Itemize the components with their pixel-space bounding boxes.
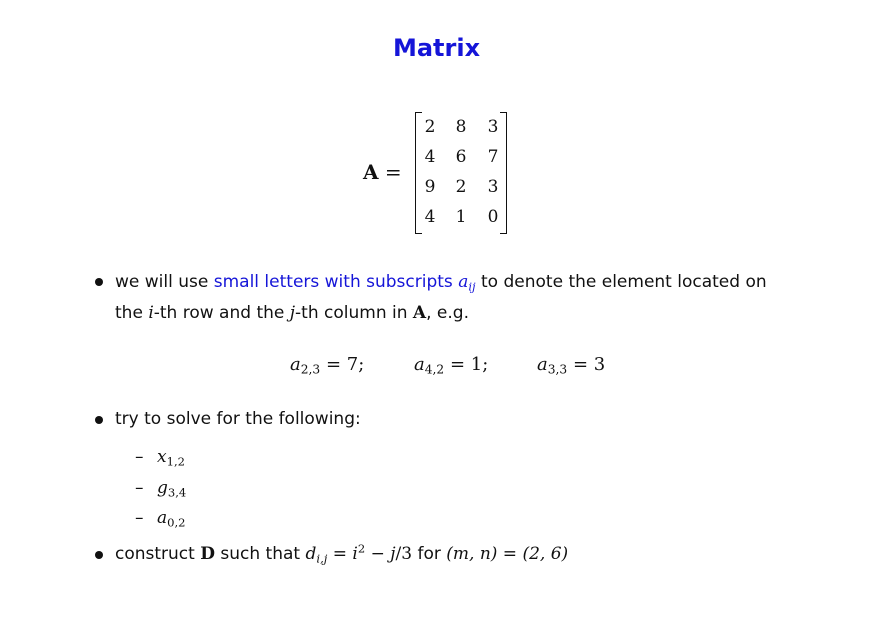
matrix-cell: 2 [424, 117, 436, 137]
matrix-d-symbol: D [200, 544, 215, 564]
sub-item-sub: 1,2 [166, 454, 185, 469]
formula-divisor: /3 [395, 544, 413, 564]
bullet-1-highlight-text: small letters with subscripts [213, 272, 453, 292]
matrix-a [415, 112, 507, 232]
matrix-cell: 6 [455, 147, 467, 167]
bullet-2-text: try to solve for the following: [115, 409, 361, 429]
formula-i: i [352, 544, 358, 564]
example-rhs: = 1; [449, 354, 489, 375]
element-symbol-var: a [458, 272, 469, 292]
sub-item-dash: – [135, 447, 144, 467]
matrix-cell: 9 [424, 177, 436, 197]
bullet-1-line-1 [115, 267, 767, 298]
bullet-1-eg: , e.g. [426, 303, 469, 323]
dimension-tuple: (m, n) = (2, 6) [446, 544, 569, 564]
matrix-row [415, 202, 507, 232]
sub-item-var: x [157, 447, 167, 467]
matrix-equals: = [384, 160, 402, 184]
bullet-1-column-text: -th column in [295, 303, 408, 323]
example-equation [414, 354, 488, 375]
formula-minus: − [370, 544, 385, 564]
example-var: a [290, 354, 301, 375]
element-symbol-sub: ij [468, 279, 476, 294]
example-sub: 3,3 [547, 362, 568, 377]
example-equation [290, 354, 364, 375]
sub-item-symbol [157, 508, 186, 528]
bullet-1-row-text: -th row and the [153, 303, 285, 323]
bullet-dot [95, 416, 103, 424]
matrix-cell: 4 [424, 207, 436, 227]
sub-item-var: a [157, 508, 168, 528]
bullet-3-for: for [417, 544, 441, 564]
bullet-3-text [115, 539, 568, 570]
bullet-1-text-b: to denote the element located on [481, 272, 767, 292]
bullet-1-highlight [214, 272, 476, 292]
example-var: a [537, 354, 548, 375]
formula-lhs-sub: i,j [316, 551, 328, 566]
formula-j: j [390, 544, 396, 564]
sub-item-dash: – [135, 508, 144, 528]
matrix-cell: 2 [455, 177, 467, 197]
example-equation [537, 354, 605, 375]
matrix-name: A [363, 160, 379, 184]
example-sub: 4,2 [424, 362, 445, 377]
sub-item-dash: – [135, 478, 144, 498]
bullet-3-such-that: such that [220, 544, 301, 564]
column-index-symbol: j [289, 303, 296, 323]
bullet-dot [95, 551, 103, 559]
matrix-row [415, 112, 507, 142]
sub-item-sub: 0,2 [167, 515, 186, 530]
sub-item-sub: 3,4 [167, 485, 187, 500]
bullet-3-construct: construct [115, 544, 195, 564]
matrix-cell: 4 [424, 147, 436, 167]
sub-item-symbol [157, 478, 186, 498]
formula-equals: = [332, 544, 347, 564]
matrix-cell: 0 [487, 207, 499, 227]
bullet-dot [95, 278, 103, 286]
matrix-ref-symbol: A [412, 303, 427, 323]
formula-exponent: 2 [357, 541, 366, 556]
matrix-row [415, 172, 507, 202]
matrix-row [415, 142, 507, 172]
sub-item-symbol [157, 447, 185, 467]
example-sub: 2,3 [300, 362, 321, 377]
matrix-cell: 3 [487, 177, 499, 197]
matrix-cell: 8 [455, 117, 467, 137]
example-rhs: = 3 [572, 354, 606, 375]
bullet-1-line-2 [115, 298, 469, 329]
matrix-cell: 7 [487, 147, 499, 167]
example-var: a [414, 354, 425, 375]
element-symbol [458, 272, 475, 292]
matrix-label [363, 160, 402, 184]
bullet-1-the: the [115, 303, 143, 323]
matrix-cell: 1 [455, 207, 467, 227]
bullet-1-text-a: we will use [115, 272, 209, 292]
row-index-symbol: i [148, 303, 154, 323]
sub-item-var: g [157, 478, 168, 498]
slide-title: Matrix [392, 34, 481, 62]
matrix-cell: 3 [487, 117, 499, 137]
formula-lhs-var: d [305, 544, 317, 564]
example-rhs: = 7; [325, 354, 365, 375]
